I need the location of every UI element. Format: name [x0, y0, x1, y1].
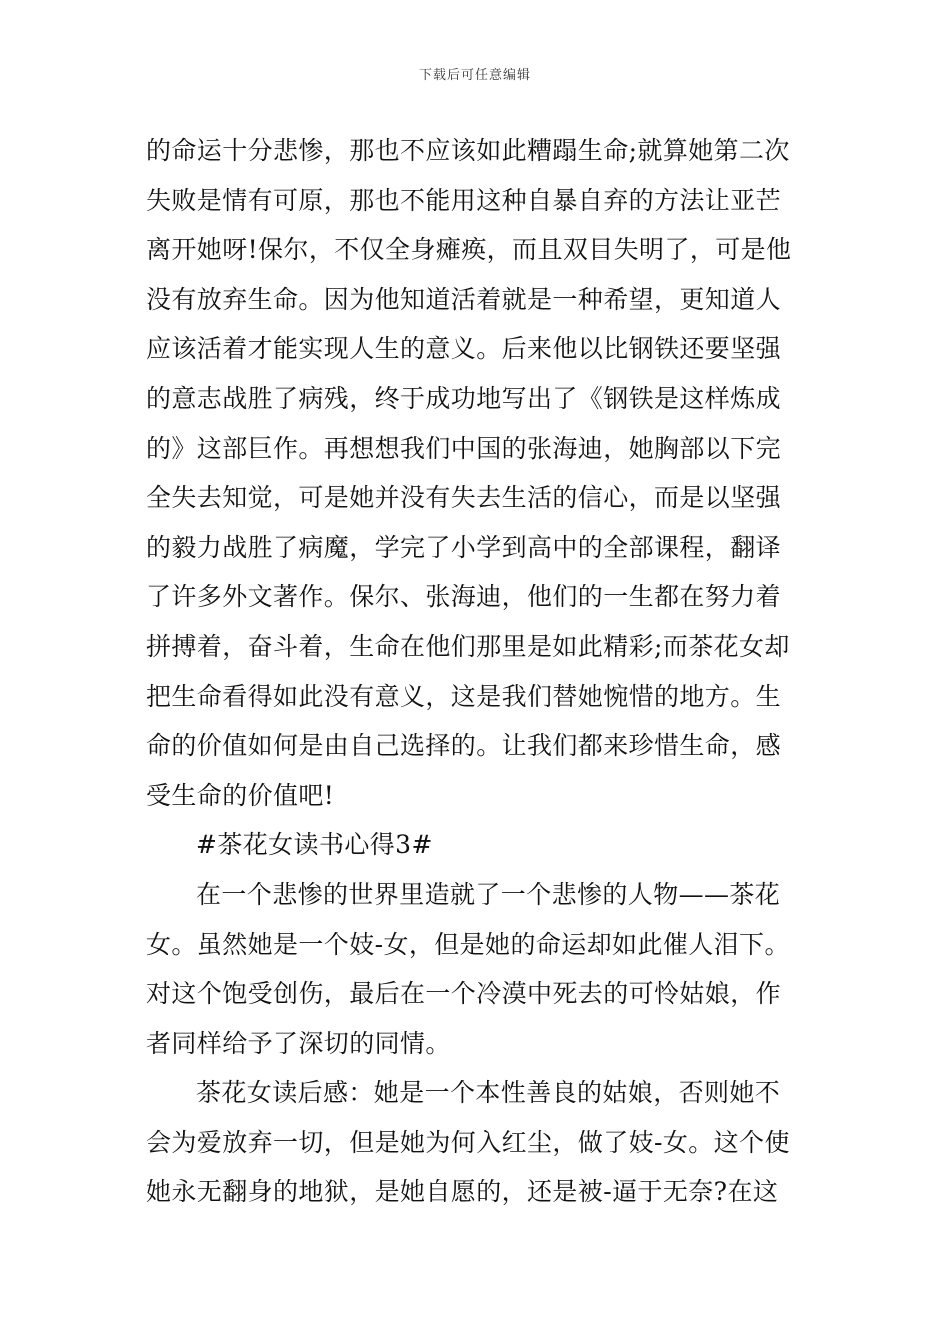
text-line: 的毅力战胜了病魔，学完了小学到高中的全部课程，翻译: [146, 532, 782, 562]
text-line: 的》这部巨作。再想想我们中国的张海迪，她胸部以下完: [146, 433, 782, 463]
page-header: 下载后可任意编辑: [418, 68, 531, 83]
text-line: 把生命看得如此没有意义，这是我们替她惋惜的地方。生: [146, 681, 782, 711]
text-line: 拼搏着，奋斗着，生命在他们那里是如此精彩;而茶花女却: [146, 631, 790, 661]
text-line: 女。虽然她是一个妓-女，但是她的命运却如此催人泪下。: [146, 929, 790, 959]
text-line: 她永无翻身的地狱，是她自愿的，还是被-逼于无奈?在这: [146, 1177, 779, 1207]
text-line: 命的价值如何是由自己选择的。让我们都来珍惜生命，感: [146, 731, 782, 761]
text-line: 会为爱放弃一切，但是她为何入红尘，做了妓-女。这个使: [146, 1127, 790, 1157]
text-line: 在一个悲惨的世界里造就了一个悲惨的人物——茶花: [196, 879, 781, 909]
text-line: 失败是情有可原，那也不能用这种自暴自弃的方法让亚芒: [146, 185, 782, 215]
text-line: 者同样给予了深切的同情。: [146, 1028, 451, 1058]
text-line: 没有放弃生命。因为他知道活着就是一种希望，更知道人: [146, 284, 782, 314]
document-body: [146, 126, 826, 1217]
text-line: 的意志战胜了病残，终于成功地写出了《钢铁是这样炼成: [146, 383, 782, 413]
text-line: 的命运十分悲惨，那也不应该如此糟蹋生命;就算她第二次: [146, 136, 790, 165]
text-line: 应该活着才能实现人生的意义。后来他以比钢铁还要坚强: [146, 334, 782, 364]
text-line: 离开她呀!保尔，不仅全身瘫痪，而且双目失明了，可是他: [146, 235, 792, 265]
text-line: 受生命的价值吧!: [146, 780, 335, 810]
text-line: #茶花女读书心得3#: [196, 830, 433, 860]
text-line: 茶花女读后感：她是一个本性善良的姑娘，否则她不: [196, 1078, 781, 1108]
text-line: 全失去知觉，可是她并没有失去生活的信心，而是以坚强: [146, 483, 782, 513]
text-line: 对这个饱受创伤，最后在一个冷漠中死去的可怜姑娘，作: [146, 979, 782, 1009]
text-line: 了许多外文著作。保尔、张海迪，他们的一生都在努力着: [146, 582, 782, 612]
